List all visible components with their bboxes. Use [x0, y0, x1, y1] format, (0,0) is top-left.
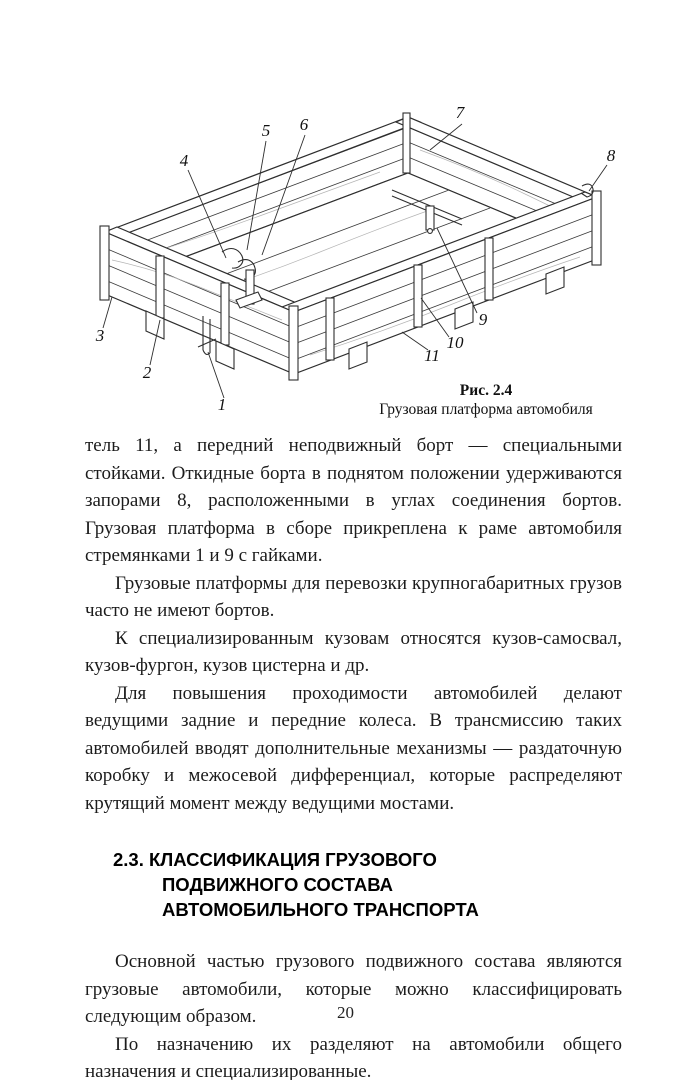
corner-post [592, 191, 601, 265]
callout-11: 11 [424, 346, 440, 365]
wall-stake [326, 298, 334, 360]
callout-7: 7 [455, 103, 465, 122]
cargo-platform-drawing [0, 0, 691, 430]
figure-caption-title: Грузовая платформа автомобиля [379, 401, 593, 418]
callout-1: 1 [217, 395, 227, 414]
corner-post [100, 226, 109, 300]
section-heading [113, 847, 622, 922]
figure-caption [360, 381, 612, 419]
callout-5: 5 [261, 121, 271, 140]
callout-2: 2 [142, 363, 152, 382]
figure-caption-label: Рис. 2.4 [459, 382, 513, 399]
figure-area [0, 0, 691, 430]
paragraph: Для повышения проходимости автомобилей делают ведущими задние и передние колеса. В трансмиссию таких автомобилей вводят дополнительные механизмы — раздаточную коробку и межосевой дифференциал, которые распределяют крутящий момент между ведущими мостами. [85, 682, 622, 814]
wall-stake [221, 283, 229, 345]
paragraph: К специализированным кузовам относятся кузов-самосвал, кузов-фургон, кузов цистерна и др. [85, 627, 622, 676]
page-number: 20 [337, 1003, 354, 1022]
callout-10: 10 [446, 333, 464, 352]
wall-stake [485, 238, 493, 300]
paragraph: Грузовые платформы для перевозки крупногабаритных грузов часто не имеют бортов. [85, 572, 622, 621]
paragraph: тель 11, а передний неподвижный борт — специальными стойками. Откидные борта в поднятом положении удерживаются запорами 8, расположенными в углах соединения бортов. Грузовая платформа в сборе прикреплена к раме автомобиля стремянками 1 и 9 с гайками. [85, 435, 622, 566]
corner-post [403, 113, 410, 173]
paragraph: По назначению их разделяют на автомобили общего назначения и специализированные. [85, 1033, 622, 1080]
callout-4: 4 [179, 151, 189, 170]
callout-8: 8 [606, 146, 616, 165]
callout-3: 3 [95, 326, 105, 345]
section-heading-line: АВТОМОБИЛЬНОГО ТРАНСПОРТА [162, 899, 479, 920]
wall-stake [414, 265, 422, 327]
body-text [85, 432, 622, 1080]
section-heading-line: ПОДВИЖНОГО СОСТАВА [162, 874, 394, 895]
wall-stake [156, 256, 164, 318]
paragraph: Основной частью грузового подвижного состава являются грузовые автомобили, которые можно классифицировать следующим образом. [85, 951, 622, 1027]
callout-6: 6 [299, 115, 309, 134]
corner-post [289, 306, 298, 380]
section-heading-line: 2.3. КЛАССИФИКАЦИЯ ГРУЗОВОГО [113, 849, 437, 870]
callout-9: 9 [478, 310, 488, 329]
